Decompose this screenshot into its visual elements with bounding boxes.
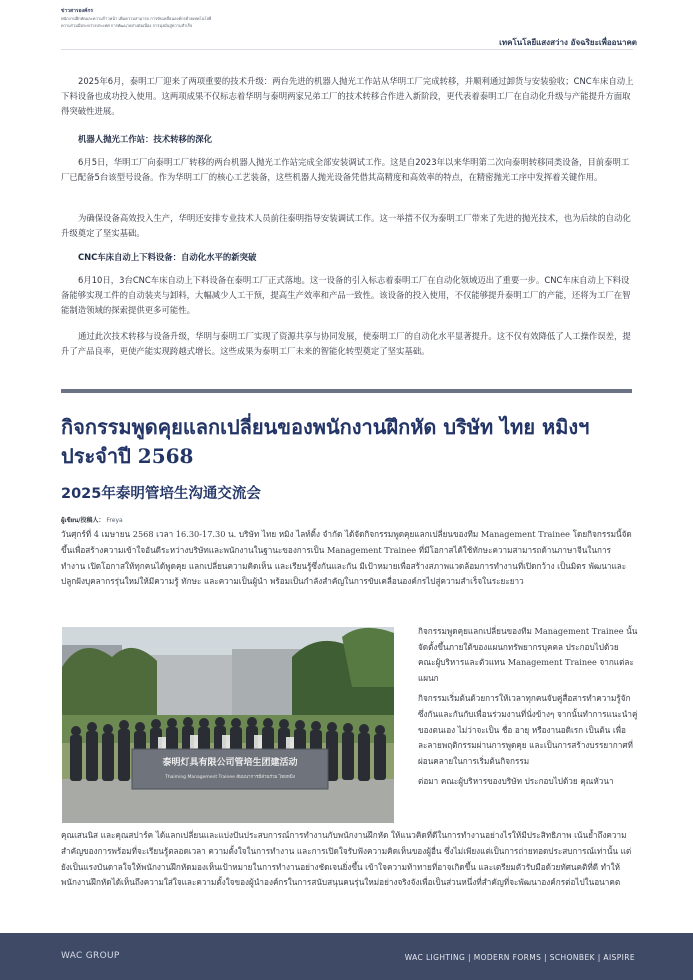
- thai-continuation-paragraph: คุณเสนนิส และคุณสปาร์ค ได้แลกเปลี่ยนและแบ่งปันประสบการณ์การทำงานกับพนักงานฝึกหัด ให้แนวคิดที่ดีในการทำงานอย่างไรให้มีประสิทธิภาพ เน้นย้ำถึงความสำคัญของการพร้อมที่จะเรียนรู้ตลอดเวลา ความตั้งใจในการทำงาน และการเปิดใจรับฟังความคิดเห็นของผู้อื่น ซึ่งไม่เพียงแต่เป็นการถ่ายทอดประสบการณ์เท่านั้น แต่ยังเป็นแรงบันดาลใจให้พนักงานฝึกหัดมองเห็นเป้าหมายในการทำงานอย่างชัดเจนยิ่งขึ้น เข้าใจความท้าทายที่อาจเกิดขึ้น และเตรียมตัวรับมือด้วยทัศนคติที่ดี ทำให้พนักงานฝึกหัดได้เห็นถึงความใส่ใจและความตั้งใจของผู้นำองค์กรในการสนับสนุนคนรุ่นใหม่อย่างจริงจังเพื่อเป็นส่วนหนึ่งที่สำคัญที่จะพัฒนาองค์กรต่อไปในอนาคต: [61, 830, 632, 888]
- page-header: [0, 0, 693, 62]
- photo-banner-text: 泰明灯具有限公司管培生团建活动: [162, 758, 298, 768]
- chinese-title: 2025年泰明管培生沟通交流会: [61, 486, 261, 502]
- group-photo-illustration: [62, 627, 394, 823]
- byline: [61, 515, 123, 525]
- footer-brands: WAC LIGHTING | MODERN FORMS | SCHONBEK | AISPIRE: [404, 953, 635, 962]
- side-paragraph-3: ต่อมา คณะผู้บริหารของบริษัท ประกอบไปด้วย คุณหัวนา: [418, 776, 614, 787]
- cn-paragraph-3: 为确保设备高效投入生产，华明还安排专业技术人员前往泰明指导安装调试工作。这一举措不仅为泰明工厂带来了先进的抛光技术，也为后续的自动化升级奠定了坚实基础。: [61, 213, 631, 238]
- footer-logo: WAC GROUP: [61, 951, 120, 961]
- byline-name: Freya: [106, 517, 123, 524]
- header-line-1: พนักงานฝึกหัดและความก้าวหน้า เพิ่มความสามารถ การขับเคลื่อนองค์กรด้วยเทคโนโลยี: [61, 16, 212, 21]
- cn-paragraph-1: 2025年6月，泰明工厂迎来了两项重要的技术升级：两台先进的机器人抛光工作站从华明工厂完成转移，并顺利通过卸货与安装验收；CNC车床自动上下料设备也成功投入使用。这两项成果不仅标志着华明与泰明两家兄弟工厂的技术转移合作进入新阶段，更代表着泰明工厂在自动化升级与产能提升方面取得突破性进展。: [61, 76, 634, 116]
- cn-paragraph-5: 通过此次技术转移与设备升级，华明与泰明工厂实现了资源共享与协同发展，使泰明工厂的自动化水平显著提升。这不仅有效降低了人工操作误差，提升了产品良率，更使产能实现跨越式增长。这些成果为泰明工厂未来的智能化转型奠定了坚实基础。: [61, 331, 631, 356]
- header-tagline: เทคโนโลยีแสงสว่าง อัจฉริยะเพื่ออนาคต: [499, 37, 637, 47]
- photo-banner-subtext: Thaiming Management Trainee สัมมนาการมีส่วนร่วม ไทยหมิง: [165, 775, 295, 780]
- cn-subheading-2: CNC车床自动上下料设备：自动化水平的新突破: [78, 252, 257, 262]
- side-column: [418, 624, 638, 795]
- cn-paragraph-4: 6月10日，3台CNC车床自动上下料设备在泰明工厂正式落地。这一设备的引入标志着泰明工厂在自动化领域迈出了重要一步。CNC车床自动上下料设备能够实现工件的自动装夹与卸料，大幅减少人工干预，提高生产效率和产品一致性。该设备的投入使用，不仅能够提升泰明工厂的产能，还将为工厂在智能制造领域的探索提供更多可能性。: [61, 275, 631, 315]
- page-footer: [0, 933, 693, 980]
- cn-subheading-1: 机器人抛光工作站：技术转移的深化: [78, 134, 212, 144]
- byline-label: ผู้เขียน/投稿人：: [61, 517, 105, 524]
- header-rule: [61, 49, 633, 50]
- side-paragraph-2: กิจกรรมเริ่มต้นด้วยการให้เวลาทุกคนจับคู่สื่อสารทำความรู้จักซึ่งกันและกันกับเพื่อนร่วมงานที่นั่งข้างๆ จากนั้นทำการแนะนำคู่ของตนเอง ไม่ว่าจะเป็น ชื่อ อายุ หรืองานอดิเรก เป็นต้น เพื่อละลายพฤติกรรมผ่านการพูดคุย และเป็นการสร้างบรรยากาศที่ผ่อนคลายในการเริ่มต้นกิจกรรม: [418, 693, 638, 766]
- side-paragraph-1: กิจกรรมพูดคุยแลกเปลี่ยนของทีม Management Trainee นั้นจัดตั้งขึ้นภายใต้ของแผนกทรัพยากรบุคคล ประกอบไปด้วย คณะผู้บริหารและตัวแทน Management Trainee จากแต่ละแผนก: [418, 626, 638, 683]
- cn-paragraph-2: 6月5日，华明工厂向泰明工厂转移的两台机器人抛光工作站完成全部安装调试工作。这是自2023年以来华明第二次向泰明转移同类设备，目前泰明工厂已配备5台该型号设备。作为华明工厂的核心工艺装备，这些机器人抛光设备凭借其高精度和高效率的特点，在精密抛光工序中发挥着关键作用。: [61, 157, 630, 182]
- header-line-2: ความร่วมมือระหว่างประเทศ การพัฒนาอย่างต่อเนื่อง การมุ่งมั่นสู่ความสำเร็จ: [61, 23, 193, 28]
- group-photo: [62, 627, 394, 823]
- header-section-label: ข่าวสารองค์กร: [61, 8, 94, 14]
- header-left-block: [61, 8, 361, 29]
- thai-intro-paragraph: วันศุกร์ที่ 4 เมษายน 2568 เวลา 16.30-17.30 น. บริษัท ไทย หมิง ไลท์ติ้ง จำกัด ได้จัดกิจกรรมพูดคุยแลกเปลี่ยนของทีม Management Trainee โดยกิจกรรมนี้จัดขึ้นเพื่อสร้างความเข้าใจอันดีระหว่างบริษัทและพนักงานในฐานะของการเป็น Management Trainee ที่มีโอกาสได้ใช้ทักษะความสามารถด้านภาษาจีนในการทำงาน เปิดโอกาสให้ทุกคนได้พูดคุย แลกเปลี่ยนความคิดเห็น และเรียนรู้ซึ่งกันและกัน มีเป้าหมายเพื่อสร้างสภาพแวดล้อมการทำงานที่เปิดกว้าง เป็นมิตร พัฒนาและปลูกฝังบุคลากรรุ่นใหม่ให้มีความรู้ ทักษะ และความเป็นผู้นำ พร้อมเป็นกำลังสำคัญในการขับเคลื่อนองค์กรไปสู่ความสำเร็จในระยะยาว: [61, 529, 632, 587]
- section-divider: [61, 389, 632, 393]
- thai-title: กิจกรรมพูดคุยแลกเปลี่ยนของพนักงานฝึกหัด บริษัท ไทย หมิงฯ ประจำปี 2568: [61, 415, 590, 468]
